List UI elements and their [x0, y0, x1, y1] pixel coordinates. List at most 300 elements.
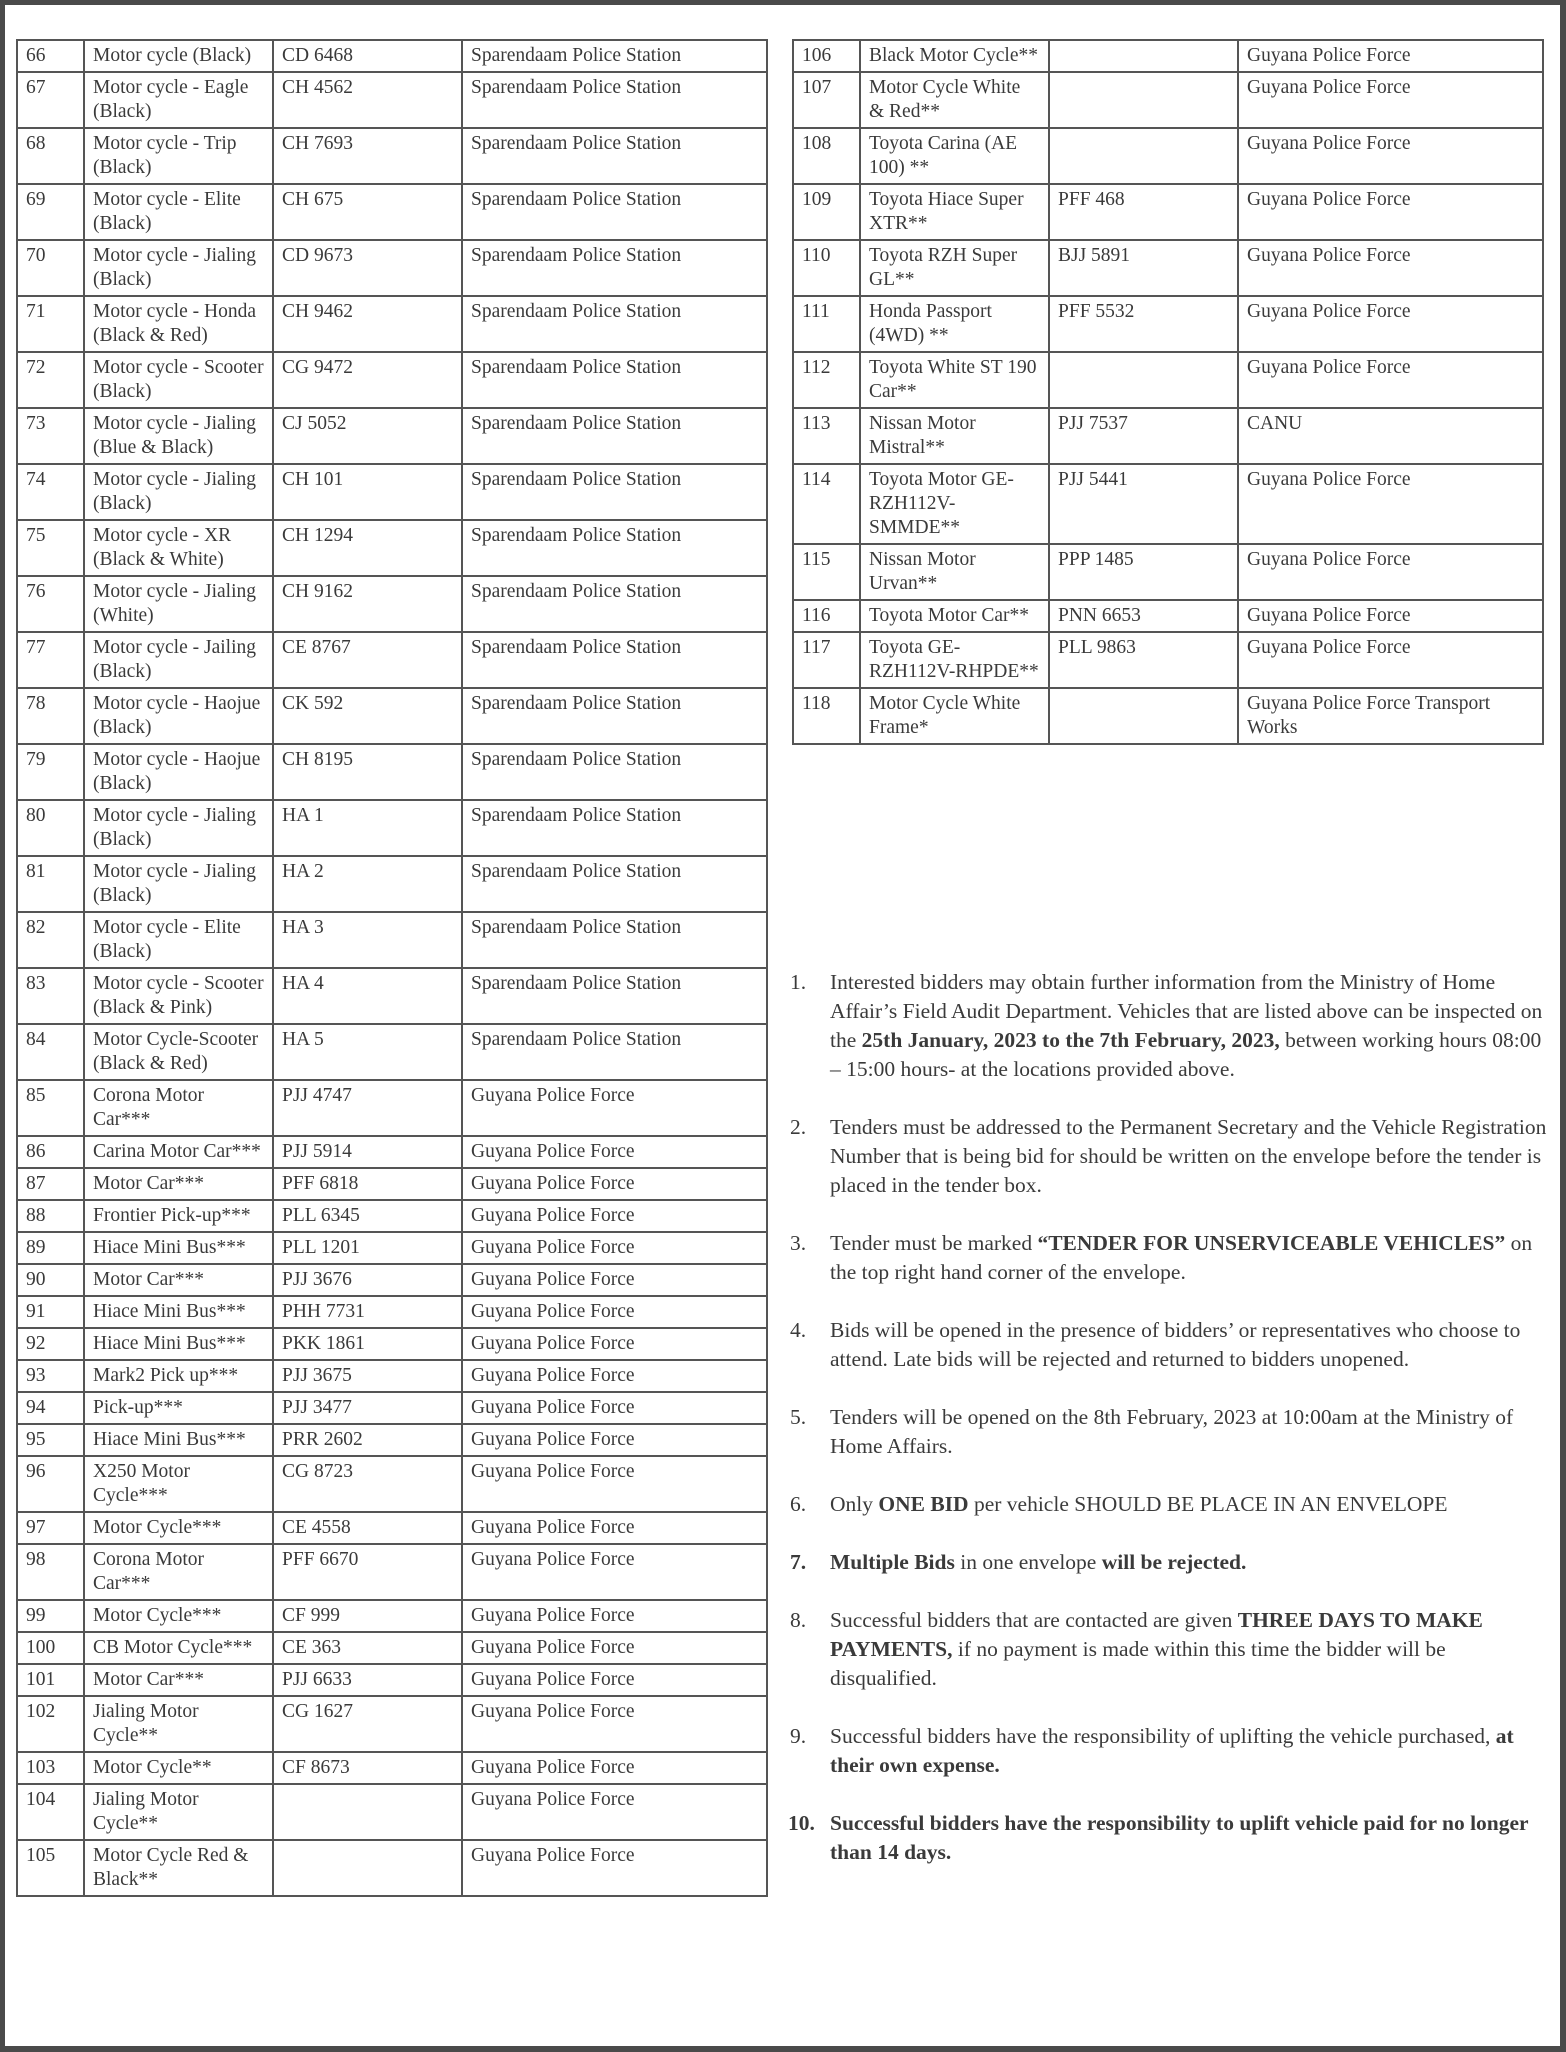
location-cell: Sparendaam Police Station	[462, 296, 767, 352]
vehicle-description-cell: Toyota Carina (AE 100) **	[860, 128, 1049, 184]
instruction-text-bold: ONE BID	[878, 1492, 969, 1516]
vehicle-description-cell: Mark2 Pick up***	[84, 1360, 273, 1392]
registration-number-cell: CD 6468	[273, 40, 462, 72]
registration-number-cell: CH 675	[273, 184, 462, 240]
vehicle-description-cell: Motor Cycle**	[84, 1752, 273, 1784]
vehicle-description-cell: Honda Passport (4WD) **	[860, 296, 1049, 352]
registration-number-cell: PNN 6653	[1049, 600, 1238, 632]
vehicle-description-cell: Motor cycle - Honda (Black & Red)	[84, 296, 273, 352]
location-cell: Guyana Police Force	[1238, 128, 1543, 184]
instruction-number: 4.	[790, 1318, 807, 1342]
lot-number-cell: 68	[17, 128, 84, 184]
vehicle-row	[793, 688, 1543, 744]
vehicle-row	[17, 72, 767, 128]
registration-number-cell: CE 4558	[273, 1512, 462, 1544]
registration-number-cell: CF 999	[273, 1600, 462, 1632]
vehicle-description-cell: Hiace Mini Bus***	[84, 1424, 273, 1456]
registration-number-cell: PKK 1861	[273, 1328, 462, 1360]
instruction-text: Bids will be opened in the presence of bidders’ or representatives who choose to attend. Late bids will be rejected and returned to bidders unopened.	[830, 1318, 1521, 1371]
location-cell: Guyana Police Force	[462, 1296, 767, 1328]
lot-number-cell: 81	[17, 856, 84, 912]
registration-number-cell: HA 3	[273, 912, 462, 968]
lot-number-cell: 112	[793, 352, 860, 408]
registration-number-cell: PFF 6670	[273, 1544, 462, 1600]
vehicle-row	[793, 632, 1543, 688]
vehicle-description-cell: Motor Cycle White & Red**	[860, 72, 1049, 128]
instruction-text-bold: “TENDER FOR UNSERVICEABLE VEHICLES”	[1037, 1231, 1506, 1255]
location-cell: Guyana Police Force	[1238, 544, 1543, 600]
vehicle-row	[17, 296, 767, 352]
location-cell: Guyana Police Force	[1238, 296, 1543, 352]
instruction-text: Interested bidders may obtain further information from the Ministry of Home Affair’s Field Audit Department. Vehicles that are listed above can be inspected on the	[830, 970, 1543, 1052]
location-cell: Sparendaam Police Station	[462, 744, 767, 800]
lot-number-cell: 93	[17, 1360, 84, 1392]
vehicle-description-cell: Motor cycle - Scooter (Black & Pink)	[84, 968, 273, 1024]
vehicle-row	[793, 184, 1543, 240]
registration-number-cell: PPP 1485	[1049, 544, 1238, 600]
registration-number-cell: PHH 7731	[273, 1296, 462, 1328]
vehicle-description-cell: Pick-up***	[84, 1392, 273, 1424]
vehicle-description-cell: Toyota White ST 190 Car**	[860, 352, 1049, 408]
lot-number-cell: 67	[17, 72, 84, 128]
location-cell: Sparendaam Police Station	[462, 856, 767, 912]
location-cell: Sparendaam Police Station	[462, 632, 767, 688]
location-cell: Guyana Police Force	[462, 1840, 767, 1896]
vehicle-description-cell: Motor cycle - Jialing (Black)	[84, 856, 273, 912]
lot-number-cell: 104	[17, 1784, 84, 1840]
instruction-text-bold: Successful bidders have the responsibility to uplift vehicle paid for no longer than 14 days.	[830, 1811, 1529, 1864]
lot-number-cell: 115	[793, 544, 860, 600]
location-cell: Guyana Police Force	[462, 1600, 767, 1632]
location-cell: Guyana Police Force	[1238, 600, 1543, 632]
lot-number-cell: 94	[17, 1392, 84, 1424]
lot-number-cell: 113	[793, 408, 860, 464]
vehicle-description-cell: Hiace Mini Bus***	[84, 1232, 273, 1264]
vehicle-row	[793, 464, 1543, 544]
registration-number-cell: CG 1627	[273, 1696, 462, 1752]
registration-number-cell: PJJ 3477	[273, 1392, 462, 1424]
vehicle-row	[17, 1456, 767, 1512]
lot-number-cell: 108	[793, 128, 860, 184]
vehicle-row	[17, 800, 767, 856]
location-cell: Guyana Police Force	[462, 1168, 767, 1200]
lot-number-cell: 109	[793, 184, 860, 240]
instruction-number: 6.	[790, 1492, 807, 1516]
registration-number-cell: PFF 5532	[1049, 296, 1238, 352]
vehicle-row	[17, 1360, 767, 1392]
instruction-text: Tenders must be addressed to the Permanent Secretary and the Vehicle Registration Number that is being bid for should be written on the envelope before the tender is placed in the tender box.	[830, 1115, 1547, 1197]
instruction-number: 2.	[790, 1115, 807, 1139]
lot-number-cell: 106	[793, 40, 860, 72]
location-cell: Guyana Police Force	[462, 1080, 767, 1136]
lot-number-cell: 110	[793, 240, 860, 296]
vehicle-row	[17, 1840, 767, 1896]
lot-number-cell: 77	[17, 632, 84, 688]
vehicle-row	[17, 1392, 767, 1424]
vehicle-row	[17, 688, 767, 744]
vehicle-description-cell: Motor cycle - Jailing (Black)	[84, 632, 273, 688]
vehicle-row	[17, 520, 767, 576]
registration-number-cell: CK 592	[273, 688, 462, 744]
location-cell: Sparendaam Police Station	[462, 184, 767, 240]
vehicle-row	[793, 72, 1543, 128]
registration-number-cell: CH 9462	[273, 296, 462, 352]
registration-number-cell: CH 9162	[273, 576, 462, 632]
location-cell: Guyana Police Force	[462, 1632, 767, 1664]
lot-number-cell: 89	[17, 1232, 84, 1264]
vehicle-description-cell: Motor Cycle***	[84, 1600, 273, 1632]
vehicle-description-cell: Motor cycle - Trip (Black)	[84, 128, 273, 184]
lot-number-cell: 92	[17, 1328, 84, 1360]
registration-number-cell: HA 5	[273, 1024, 462, 1080]
instruction-text-bold: at their own expense.	[830, 1724, 1514, 1777]
location-cell: Guyana Police Force	[462, 1328, 767, 1360]
registration-number-cell: PJJ 5914	[273, 1136, 462, 1168]
location-cell: Sparendaam Police Station	[462, 128, 767, 184]
location-cell: Guyana Police Force	[1238, 40, 1543, 72]
location-cell: Guyana Police Force	[462, 1424, 767, 1456]
location-cell: Sparendaam Police Station	[462, 968, 767, 1024]
location-cell: Guyana Police Force	[462, 1512, 767, 1544]
vehicle-description-cell: Toyota RZH Super GL**	[860, 240, 1049, 296]
vehicle-row	[793, 352, 1543, 408]
vehicle-row	[17, 1664, 767, 1696]
location-cell: Guyana Police Force	[1238, 184, 1543, 240]
location-cell: Guyana Police Force	[462, 1232, 767, 1264]
vehicle-table-left	[16, 39, 768, 1897]
lot-number-cell: 78	[17, 688, 84, 744]
registration-number-cell: PJJ 7537	[1049, 408, 1238, 464]
vehicle-row	[17, 1024, 767, 1080]
instruction-text: between working hours 08:00 – 15:00 hours- at the locations provided above.	[830, 1028, 1542, 1081]
vehicle-row	[17, 1232, 767, 1264]
vehicle-row	[17, 968, 767, 1024]
lot-number-cell: 91	[17, 1296, 84, 1328]
lot-number-cell: 117	[793, 632, 860, 688]
instruction-text: in one envelope	[954, 1550, 1102, 1574]
registration-number-cell: HA 4	[273, 968, 462, 1024]
vehicle-description-cell: Motor cycle - XR (Black & White)	[84, 520, 273, 576]
instruction-item	[790, 1606, 1550, 1693]
location-cell: Guyana Police Force	[462, 1664, 767, 1696]
vehicle-description-cell: Black Motor Cycle**	[860, 40, 1049, 72]
lot-number-cell: 76	[17, 576, 84, 632]
registration-number-cell	[1049, 40, 1238, 72]
vehicle-row	[17, 1600, 767, 1632]
instruction-text-bold: Multiple Bids	[830, 1550, 955, 1574]
lot-number-cell: 90	[17, 1264, 84, 1296]
vehicle-description-cell: Jialing Motor Cycle**	[84, 1696, 273, 1752]
vehicle-row	[17, 1168, 767, 1200]
instruction-number: 5.	[790, 1405, 807, 1429]
vehicle-description-cell: Frontier Pick-up***	[84, 1200, 273, 1232]
instruction-item	[790, 1229, 1550, 1287]
instruction-item	[790, 1548, 1550, 1577]
vehicle-description-cell: Motor Cycle***	[84, 1512, 273, 1544]
registration-number-cell: CE 363	[273, 1632, 462, 1664]
location-cell: Sparendaam Police Station	[462, 520, 767, 576]
location-cell: Sparendaam Police Station	[462, 912, 767, 968]
registration-number-cell: CH 101	[273, 464, 462, 520]
registration-number-cell: PJJ 4747	[273, 1080, 462, 1136]
instruction-number: 7.	[790, 1550, 807, 1574]
vehicle-row	[17, 240, 767, 296]
vehicle-row	[17, 184, 767, 240]
instruction-number: 1.	[790, 970, 807, 994]
registration-number-cell: CG 8723	[273, 1456, 462, 1512]
vehicle-description-cell: Motor cycle - Elite (Black)	[84, 912, 273, 968]
vehicle-description-cell: Hiace Mini Bus***	[84, 1296, 273, 1328]
vehicle-row	[17, 1424, 767, 1456]
registration-number-cell: PJJ 6633	[273, 1664, 462, 1696]
vehicle-row	[17, 912, 767, 968]
tender-instructions-list	[790, 968, 1550, 1867]
vehicle-row	[17, 1784, 767, 1840]
lot-number-cell: 69	[17, 184, 84, 240]
instruction-item	[790, 1722, 1550, 1780]
vehicle-description-cell: Motor Car***	[84, 1264, 273, 1296]
location-cell: Sparendaam Police Station	[462, 40, 767, 72]
lot-number-cell: 70	[17, 240, 84, 296]
lot-number-cell: 84	[17, 1024, 84, 1080]
registration-number-cell: PLL 1201	[273, 1232, 462, 1264]
location-cell: Sparendaam Police Station	[462, 1024, 767, 1080]
registration-number-cell	[1049, 352, 1238, 408]
vehicle-row	[17, 408, 767, 464]
vehicle-description-cell: Toyota GE-RZH112V-RHPDE**	[860, 632, 1049, 688]
instruction-number: 10.	[788, 1811, 815, 1835]
vehicle-description-cell: Motor cycle - Eagle (Black)	[84, 72, 273, 128]
instruction-item	[790, 1113, 1550, 1200]
lot-number-cell: 82	[17, 912, 84, 968]
lot-number-cell: 75	[17, 520, 84, 576]
lot-number-cell: 71	[17, 296, 84, 352]
location-cell: Sparendaam Police Station	[462, 576, 767, 632]
lot-number-cell: 72	[17, 352, 84, 408]
vehicle-row	[17, 1136, 767, 1168]
vehicle-row	[17, 1328, 767, 1360]
registration-number-cell: PJJ 3675	[273, 1360, 462, 1392]
vehicle-description-cell: Motor cycle - Scooter (Black)	[84, 352, 273, 408]
registration-number-cell: CG 9472	[273, 352, 462, 408]
vehicle-description-cell: CB Motor Cycle***	[84, 1632, 273, 1664]
registration-number-cell: CF 8673	[273, 1752, 462, 1784]
registration-number-cell: PLL 6345	[273, 1200, 462, 1232]
instruction-text-bold: THREE DAYS TO MAKE PAYMENTS,	[830, 1608, 1483, 1661]
vehicle-row	[17, 632, 767, 688]
vehicle-description-cell: Nissan Motor Urvan**	[860, 544, 1049, 600]
lot-number-cell: 98	[17, 1544, 84, 1600]
lot-number-cell: 111	[793, 296, 860, 352]
lot-number-cell: 107	[793, 72, 860, 128]
registration-number-cell	[1049, 72, 1238, 128]
vehicle-description-cell: X250 Motor Cycle***	[84, 1456, 273, 1512]
vehicle-description-cell: Toyota Motor GE-RZH112V-SMMDE**	[860, 464, 1049, 544]
vehicle-row	[793, 544, 1543, 600]
vehicle-description-cell: Corona Motor Car***	[84, 1544, 273, 1600]
registration-number-cell: CJ 5052	[273, 408, 462, 464]
instruction-text: on the top right hand corner of the envelope.	[830, 1231, 1533, 1284]
vehicle-row	[793, 40, 1543, 72]
vehicle-description-cell: Motor cycle - Jialing (Black)	[84, 464, 273, 520]
lot-number-cell: 114	[793, 464, 860, 544]
registration-number-cell: PFF 6818	[273, 1168, 462, 1200]
instruction-text: if no payment is made within this time the bidder will be disqualified.	[830, 1637, 1446, 1690]
lot-number-cell: 103	[17, 1752, 84, 1784]
vehicle-description-cell: Motor cycle (Black)	[84, 40, 273, 72]
instruction-text-bold: 25th January, 2023 to the 7th February, 2023,	[861, 1028, 1280, 1052]
vehicle-description-cell: Motor cycle - Elite (Black)	[84, 184, 273, 240]
location-cell: Guyana Police Force	[462, 1200, 767, 1232]
lot-number-cell: 102	[17, 1696, 84, 1752]
vehicle-description-cell: Motor cycle - Jialing (Black)	[84, 800, 273, 856]
lot-number-cell: 100	[17, 1632, 84, 1664]
instruction-text: Tenders will be opened on the 8th February, 2023 at 10:00am at the Ministry of Home Affairs.	[830, 1405, 1514, 1458]
lot-number-cell: 79	[17, 744, 84, 800]
vehicle-description-cell: Motor Cycle White Frame*	[860, 688, 1049, 744]
registration-number-cell: CH 4562	[273, 72, 462, 128]
instruction-number: 8.	[790, 1608, 807, 1632]
location-cell: Guyana Police Force	[462, 1456, 767, 1512]
vehicle-row	[17, 1544, 767, 1600]
registration-number-cell: PJJ 3676	[273, 1264, 462, 1296]
location-cell: Guyana Police Force	[462, 1544, 767, 1600]
vehicle-description-cell: Motor Cycle Red & Black**	[84, 1840, 273, 1896]
location-cell: Sparendaam Police Station	[462, 408, 767, 464]
instruction-text: Successful bidders have the responsibility of uplifting the vehicle purchased,	[830, 1724, 1496, 1748]
location-cell: Guyana Police Force	[1238, 240, 1543, 296]
location-cell: Guyana Police Force	[462, 1752, 767, 1784]
vehicle-table-right	[792, 39, 1544, 745]
instruction-text-bold: will be rejected.	[1101, 1550, 1247, 1574]
registration-number-cell: HA 2	[273, 856, 462, 912]
lot-number-cell: 88	[17, 1200, 84, 1232]
instruction-number: 9.	[790, 1724, 807, 1748]
lot-number-cell: 80	[17, 800, 84, 856]
registration-number-cell	[273, 1784, 462, 1840]
vehicle-row	[17, 1752, 767, 1784]
location-cell: Guyana Police Force	[1238, 352, 1543, 408]
lot-number-cell: 116	[793, 600, 860, 632]
location-cell: Guyana Police Force	[1238, 632, 1543, 688]
registration-number-cell	[1049, 688, 1238, 744]
location-cell: Guyana Police Force	[1238, 464, 1543, 544]
registration-number-cell	[1049, 128, 1238, 184]
lot-number-cell: 101	[17, 1664, 84, 1696]
vehicle-description-cell: Hiace Mini Bus***	[84, 1328, 273, 1360]
location-cell: Sparendaam Police Station	[462, 72, 767, 128]
registration-number-cell: CD 9673	[273, 240, 462, 296]
vehicle-row	[17, 1632, 767, 1664]
vehicle-description-cell: Carina Motor Car***	[84, 1136, 273, 1168]
vehicle-description-cell: Nissan Motor Mistral**	[860, 408, 1049, 464]
vehicle-description-cell: Motor Car***	[84, 1664, 273, 1696]
vehicle-description-cell: Jialing Motor Cycle**	[84, 1784, 273, 1840]
vehicle-description-cell: Motor cycle - Haojue (Black)	[84, 688, 273, 744]
lot-number-cell: 87	[17, 1168, 84, 1200]
lot-number-cell: 99	[17, 1600, 84, 1632]
vehicle-row	[17, 856, 767, 912]
vehicle-row	[17, 40, 767, 72]
registration-number-cell: CH 1294	[273, 520, 462, 576]
registration-number-cell: CE 8767	[273, 632, 462, 688]
registration-number-cell: HA 1	[273, 800, 462, 856]
location-cell: Guyana Police Force	[1238, 72, 1543, 128]
registration-number-cell: PFF 468	[1049, 184, 1238, 240]
vehicle-row	[17, 128, 767, 184]
vehicle-description-cell: Motor cycle - Jialing (Blue & Black)	[84, 408, 273, 464]
vehicle-row	[793, 128, 1543, 184]
lot-number-cell: 97	[17, 1512, 84, 1544]
location-cell: CANU	[1238, 408, 1543, 464]
vehicle-row	[17, 1512, 767, 1544]
vehicle-row	[793, 296, 1543, 352]
vehicle-row	[17, 1264, 767, 1296]
vehicle-row	[793, 240, 1543, 296]
vehicle-row	[17, 1696, 767, 1752]
location-cell: Sparendaam Police Station	[462, 352, 767, 408]
vehicle-description-cell: Motor cycle - Haojue (Black)	[84, 744, 273, 800]
lot-number-cell: 96	[17, 1456, 84, 1512]
instruction-text: per vehicle SHOULD BE PLACE IN AN ENVELOPE	[968, 1492, 1448, 1516]
instruction-text: Only	[830, 1492, 879, 1516]
registration-number-cell: PRR 2602	[273, 1424, 462, 1456]
lot-number-cell: 73	[17, 408, 84, 464]
vehicle-description-cell: Toyota Motor Car**	[860, 600, 1049, 632]
registration-number-cell: CH 8195	[273, 744, 462, 800]
instruction-number: 3.	[790, 1231, 807, 1255]
lot-number-cell: 85	[17, 1080, 84, 1136]
vehicle-description-cell: Corona Motor Car***	[84, 1080, 273, 1136]
registration-number-cell: CH 7693	[273, 128, 462, 184]
location-cell: Sparendaam Police Station	[462, 464, 767, 520]
registration-number-cell: PJJ 5441	[1049, 464, 1238, 544]
vehicle-description-cell: Motor Cycle-Scooter (Black & Red)	[84, 1024, 273, 1080]
instruction-item	[790, 968, 1550, 1084]
location-cell: Guyana Police Force	[462, 1264, 767, 1296]
vehicle-description-cell: Motor cycle - Jialing (White)	[84, 576, 273, 632]
instruction-text: Tender must be marked	[830, 1231, 1038, 1255]
instruction-item	[790, 1316, 1550, 1374]
instruction-item	[790, 1490, 1550, 1519]
instruction-item	[790, 1403, 1550, 1461]
vehicle-row	[17, 1080, 767, 1136]
location-cell: Guyana Police Force	[462, 1392, 767, 1424]
lot-number-cell: 83	[17, 968, 84, 1024]
vehicle-row	[17, 464, 767, 520]
instruction-item	[790, 1809, 1550, 1867]
vehicle-row	[17, 1200, 767, 1232]
instruction-text: Successful bidders that are contacted are given	[830, 1608, 1238, 1632]
lot-number-cell: 118	[793, 688, 860, 744]
lot-number-cell: 95	[17, 1424, 84, 1456]
vehicle-description-cell: Motor Car***	[84, 1168, 273, 1200]
lot-number-cell: 86	[17, 1136, 84, 1168]
location-cell: Sparendaam Police Station	[462, 800, 767, 856]
vehicle-row	[17, 1296, 767, 1328]
registration-number-cell: BJJ 5891	[1049, 240, 1238, 296]
location-cell: Guyana Police Force	[462, 1360, 767, 1392]
vehicle-row	[17, 744, 767, 800]
vehicle-row	[793, 600, 1543, 632]
vehicle-row	[17, 352, 767, 408]
vehicle-row	[793, 408, 1543, 464]
location-cell: Guyana Police Force	[462, 1136, 767, 1168]
location-cell: Sparendaam Police Station	[462, 688, 767, 744]
lot-number-cell: 66	[17, 40, 84, 72]
location-cell: Guyana Police Force	[462, 1696, 767, 1752]
lot-number-cell: 105	[17, 1840, 84, 1896]
